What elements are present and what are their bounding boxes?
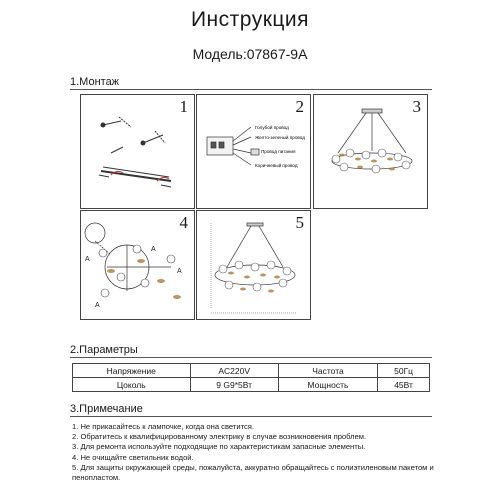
callout-a-3: A bbox=[95, 302, 100, 309]
table-cell: Цоколь bbox=[73, 378, 191, 392]
table-cell: Мощность bbox=[278, 378, 377, 392]
list-item: 3. Для ремонта используйте подходящие по характеристикам запасные элементы. bbox=[72, 442, 366, 452]
bulb-installation-illustration bbox=[81, 211, 195, 320]
wire-label-blue: Голубой провод bbox=[255, 125, 289, 130]
callout-a-2: A bbox=[151, 246, 156, 253]
list-item: 2. Обратитесь к квалифицированному электрику в случае возникновения проблем. bbox=[72, 432, 367, 442]
install-step-3-panel bbox=[313, 94, 428, 209]
step-number: 3 bbox=[412, 97, 421, 116]
table-cell: 50Гц bbox=[378, 364, 430, 378]
section-mount-heading: 1.Монтаж bbox=[70, 76, 120, 88]
step-number: 1 bbox=[179, 97, 188, 116]
install-step-2-panel bbox=[196, 94, 311, 209]
model-number: Модель:07867-9А bbox=[192, 46, 308, 62]
parameters-table bbox=[72, 363, 430, 392]
list-item: 1. Не прикасайтесь к лампочке, когда она светится. bbox=[72, 422, 254, 431]
callout-a-4: A bbox=[177, 268, 182, 275]
table-cell: 45Вт bbox=[378, 378, 430, 392]
step-number: 2 bbox=[295, 97, 304, 116]
step-number: 4 bbox=[179, 213, 188, 232]
table-cell: Частота bbox=[278, 364, 377, 378]
table-row bbox=[73, 364, 430, 378]
table-row bbox=[73, 378, 430, 392]
install-step-4-panel bbox=[80, 210, 195, 320]
wiring-diagram bbox=[197, 95, 311, 209]
install-step-1-panel bbox=[80, 94, 195, 209]
section-divider bbox=[70, 89, 432, 90]
table-cell: 9 G9*5Вт bbox=[190, 378, 278, 392]
wire-label-ground: Желто-зеленый провод bbox=[255, 135, 305, 140]
section-divider bbox=[70, 357, 432, 358]
callout-a-1: A bbox=[85, 256, 90, 263]
section-notes-heading: 3.Примечание bbox=[70, 403, 143, 415]
list-item: 4. Не очищайте светильник водой. bbox=[72, 452, 194, 462]
notes-list bbox=[72, 422, 437, 483]
section-params-heading: 2.Параметры bbox=[70, 344, 138, 356]
list-item: 5. Для защиты окружающей среды, пожалуйста, аккуратно обращайтесь с полиэтиленовым пакетом и пенопластом. bbox=[72, 462, 434, 483]
step-number: 5 bbox=[295, 213, 304, 232]
wire-label-power: Провод питания bbox=[261, 149, 296, 154]
table-cell: Напряжение bbox=[73, 364, 191, 378]
mounting-bracket-illustration bbox=[81, 95, 195, 209]
document-title: Инструкция bbox=[190, 8, 310, 31]
assembled-chandelier-illustration bbox=[197, 211, 311, 320]
table-cell: AC220V bbox=[190, 364, 278, 378]
install-step-5-panel bbox=[196, 210, 311, 320]
chandelier-hanging-illustration bbox=[314, 95, 428, 209]
wire-label-brown: Коричневый провод bbox=[255, 163, 298, 168]
section-divider bbox=[70, 416, 432, 417]
